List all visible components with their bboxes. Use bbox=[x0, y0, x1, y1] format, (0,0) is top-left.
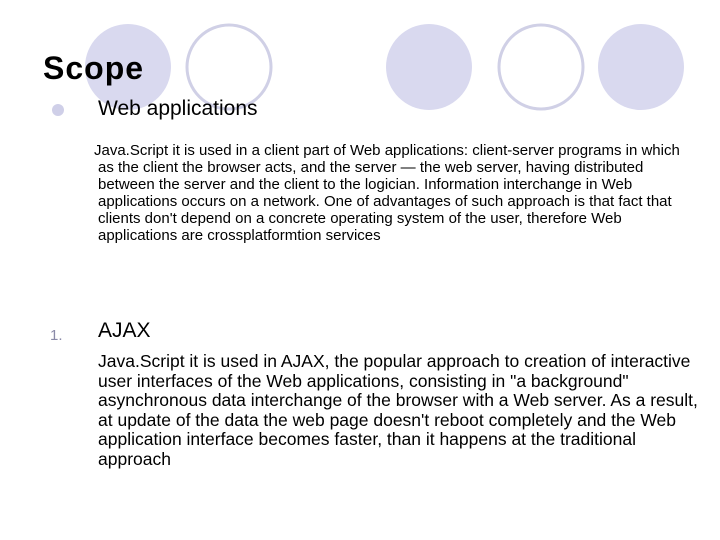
section-heading-ajax: AJAX bbox=[98, 319, 151, 342]
deco-circle-filled bbox=[598, 24, 684, 110]
section-body-web-applications bbox=[94, 142, 690, 244]
slide-title: Scope bbox=[43, 50, 145, 86]
bullet-dot bbox=[52, 104, 64, 116]
deco-circle-outline bbox=[499, 25, 583, 109]
body-text: Java.Script it is used in a client part of Web applications: client-server programs in which as the client the browser acts, and the server — the web server, having distributed between the server and the client to the logician. Information interchange in Web applications occurs on a network. One of advantages of such approach is that fact that clients don't depend on a concrete operating system of the user, therefore Web applications are crossplatformtion services bbox=[94, 142, 680, 244]
section-heading-web-applications: Web applications bbox=[98, 97, 258, 120]
numbered-marker: 1. bbox=[50, 327, 63, 344]
section-body-ajax: Java.Script it is used in AJAX, the popular approach to creation of interactive user interfaces of the Web applications, consisting in "a background" asynchronous data interchange of the browser with a Web server. As a result, at update of the data the web page doesn't reboot completely and the Web application interface becomes faster, than it happens at the traditional approach bbox=[98, 351, 698, 469]
deco-circle-filled bbox=[386, 24, 472, 110]
